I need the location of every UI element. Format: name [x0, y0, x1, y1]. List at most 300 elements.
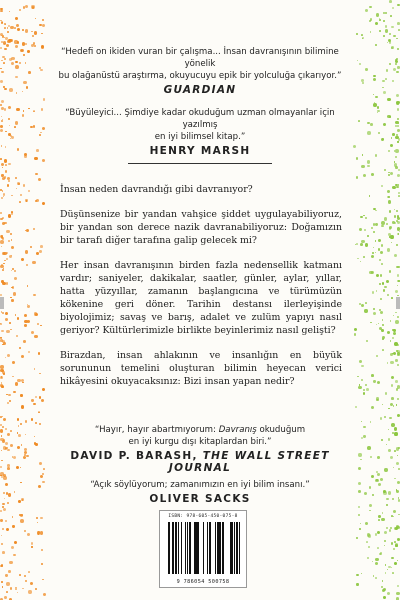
decorative-dot [379, 259, 381, 261]
decorative-dot [1, 60, 3, 62]
decorative-dot [392, 337, 394, 339]
decorative-dot [386, 444, 387, 445]
quote-text: “Açık söylüyorum; zamanımızın en iyi bilim insanı.” [90, 480, 310, 490]
decorative-dot [19, 347, 21, 349]
decorative-dot [385, 392, 387, 394]
decorative-dot [0, 158, 2, 160]
decorative-dot [376, 324, 377, 325]
decorative-dot [23, 340, 26, 343]
decorative-dot [5, 131, 6, 132]
decorative-dot [377, 531, 380, 534]
decorative-dot [390, 320, 392, 322]
decorative-dot [11, 270, 12, 271]
decorative-dot [13, 456, 16, 459]
decorative-dot [381, 244, 383, 246]
decorative-dot [390, 15, 392, 17]
decorative-dot [0, 510, 2, 512]
decorative-dot [32, 35, 34, 37]
decorative-dot [8, 133, 11, 136]
decorative-dot [381, 263, 383, 265]
decorative-dot [354, 328, 357, 331]
decorative-dot [35, 173, 38, 176]
decorative-dot [1, 450, 2, 451]
decorative-dot [11, 287, 13, 289]
decorative-dot [390, 144, 393, 147]
decorative-dot [5, 574, 7, 576]
decorative-dot [28, 108, 29, 109]
decorative-dot [31, 418, 34, 421]
decorative-dot [365, 243, 368, 246]
decorative-dot [397, 221, 400, 224]
blurb-paragraph-1: İnsan neden davrandığı gibi davranıyor? [60, 184, 253, 195]
review-quote-henry-marsh [56, 107, 344, 157]
decorative-dot [365, 302, 367, 304]
decorative-dot [15, 61, 17, 63]
decorative-dot [397, 215, 400, 218]
decorative-dot [370, 421, 372, 423]
decorative-dot [397, 129, 400, 132]
decorative-dot [396, 489, 397, 490]
decorative-dot [7, 464, 10, 467]
decorative-dot [381, 221, 385, 225]
decorative-dot [391, 376, 394, 379]
decorative-dot [398, 468, 400, 470]
decorative-dot [12, 516, 14, 518]
decorative-dot [361, 573, 363, 575]
decorative-dot [393, 467, 395, 469]
decorative-dot [375, 533, 377, 535]
decorative-dot [397, 66, 399, 68]
decorative-dot [391, 567, 392, 568]
decorative-dot [14, 541, 17, 544]
decorative-dot [376, 355, 378, 357]
decorative-dot [28, 190, 30, 192]
decorative-dot [21, 355, 24, 358]
decorative-dot [398, 233, 399, 234]
decorative-dot [368, 534, 371, 537]
decorative-dot [375, 96, 377, 98]
decorative-dot [389, 210, 392, 213]
decorative-dot [41, 33, 42, 34]
decorative-dot [397, 108, 400, 111]
decorative-dot [0, 80, 3, 83]
decorative-dot [397, 344, 399, 346]
decorative-dot [1, 116, 2, 117]
decorative-dot [392, 498, 395, 501]
decorative-dot [373, 78, 376, 81]
decorative-dot [1, 145, 2, 146]
decorative-dot [17, 28, 20, 31]
decorative-dot [385, 564, 387, 566]
decorative-dot [0, 466, 2, 468]
decorative-dot [20, 482, 21, 483]
decorative-dot [19, 62, 21, 64]
decorative-dot [41, 46, 44, 49]
decorative-dot [387, 294, 389, 296]
decorative-dot [24, 530, 26, 532]
decorative-dot [23, 184, 25, 186]
decorative-dot [363, 256, 365, 258]
decorative-dot [1, 581, 3, 583]
decorative-dot [20, 194, 22, 196]
decorative-dot [8, 570, 11, 573]
decorative-dot [398, 184, 400, 186]
decorative-dot [396, 94, 399, 97]
decorative-dot [1, 163, 4, 166]
decorative-dot [7, 354, 10, 357]
decorative-dot [390, 172, 393, 175]
decorative-dot [397, 125, 399, 127]
decorative-dot [11, 62, 15, 66]
decorative-dot [34, 45, 36, 47]
decorative-dot [391, 557, 393, 559]
decorative-dot [32, 261, 35, 264]
decorative-dot [13, 292, 16, 295]
decorative-dot [397, 118, 399, 120]
decorative-dot [3, 263, 4, 264]
decorative-dot [26, 86, 29, 89]
decorative-dot [384, 286, 387, 289]
decorative-dot [366, 340, 369, 343]
decorative-dot [27, 533, 30, 536]
decorative-dot [370, 123, 373, 126]
decorative-dot [1, 435, 3, 437]
decorative-dot [386, 527, 388, 529]
decorative-dot [386, 498, 388, 500]
decorative-dot [391, 242, 392, 243]
decorative-dot [357, 258, 358, 259]
decorative-dot [3, 86, 4, 87]
decorative-dot [384, 545, 386, 547]
decorative-dot [388, 429, 389, 430]
decorative-dot [372, 561, 374, 563]
decorative-dot [40, 475, 43, 478]
decorative-dot [42, 579, 44, 581]
decorative-dot [5, 442, 8, 445]
decorative-dot [28, 351, 30, 353]
decorative-dot [13, 391, 16, 394]
decorative-dot [27, 50, 30, 53]
decorative-dot [395, 359, 398, 362]
decorative-dot [1, 564, 4, 567]
decorative-dot [42, 202, 45, 205]
decorative-dot [21, 405, 24, 408]
decorative-dot [7, 402, 9, 404]
decorative-dot [375, 223, 377, 225]
decorative-dot [360, 523, 361, 524]
decorative-dot [2, 426, 4, 428]
decorative-dot [24, 575, 26, 577]
decorative-dot [15, 17, 18, 20]
decorative-dot [8, 214, 11, 217]
decorative-dot [9, 11, 10, 12]
decorative-dot [16, 188, 17, 189]
decorative-dot [2, 416, 3, 417]
decorative-dot [1, 386, 4, 389]
decorative-dot [1, 543, 3, 545]
decorative-dot [10, 297, 12, 299]
decorative-dot [384, 169, 386, 171]
decorative-dot [5, 357, 6, 358]
decorative-dot [15, 314, 17, 316]
decorative-dot [395, 380, 398, 383]
decorative-dot [396, 186, 399, 189]
decorative-dot [5, 483, 8, 486]
decorative-dot [397, 174, 400, 177]
barcode-bar [239, 522, 241, 574]
decorative-dot [4, 48, 6, 50]
decorative-dot [395, 121, 398, 124]
decorative-dot [397, 538, 400, 541]
decorative-dot [376, 471, 378, 473]
barcode-bar [222, 522, 224, 574]
decorative-dot [384, 468, 387, 471]
decorative-dot [19, 201, 21, 203]
decorative-dot [356, 583, 358, 585]
decorative-dot [40, 132, 41, 133]
decorative-dot [24, 448, 27, 451]
decorative-dot [365, 522, 368, 525]
decorative-dot [395, 290, 398, 293]
decorative-dot [385, 12, 387, 14]
decorative-dot [0, 429, 3, 432]
decorative-dot [382, 580, 384, 582]
decorative-dot [5, 312, 8, 315]
decorative-dot [11, 195, 13, 197]
decorative-dot [14, 277, 17, 280]
decorative-dot [22, 114, 25, 117]
decorative-dot [382, 349, 384, 351]
decorative-dot [375, 562, 378, 565]
decorative-dot [391, 26, 393, 28]
decorative-dot [395, 63, 397, 65]
decorative-dot [382, 319, 384, 321]
decorative-dot [392, 572, 394, 574]
decorative-dot [384, 416, 386, 418]
decorative-dot [390, 235, 393, 238]
decorative-dot [41, 549, 43, 551]
decorative-dot [4, 222, 7, 225]
decorative-dot [8, 240, 10, 242]
decorative-dot [383, 588, 386, 591]
decorative-dot [365, 9, 368, 12]
decorative-dot [387, 362, 389, 364]
decorative-dot [378, 239, 381, 242]
decorative-dot [388, 408, 390, 410]
decorative-dot [33, 125, 35, 127]
decorative-dot [24, 314, 27, 317]
decorative-dot [360, 243, 363, 246]
decorative-dot [383, 91, 386, 94]
decorative-dot [371, 475, 374, 478]
decorative-dot [397, 385, 400, 388]
decorative-dot [33, 110, 36, 113]
decorative-dot [10, 444, 13, 447]
decorative-dot [392, 186, 395, 189]
decorative-dot [392, 7, 395, 10]
decorative-dot [35, 18, 37, 20]
decorative-dot [36, 252, 39, 255]
decorative-dot [397, 274, 399, 276]
decorative-dot [6, 394, 8, 396]
decorative-dot [8, 180, 10, 182]
decorative-dot [377, 106, 379, 108]
decorative-dot [388, 491, 392, 495]
decorative-dot [389, 529, 392, 532]
decorative-dot [6, 44, 9, 47]
decorative-dot [6, 528, 9, 531]
decorative-dot [397, 22, 400, 25]
decorative-dot [35, 422, 37, 424]
decorative-dot [363, 389, 365, 391]
decorative-dot [365, 384, 367, 386]
decorative-dot [20, 394, 23, 397]
decorative-dot [380, 298, 382, 300]
barcode-bar [189, 522, 191, 574]
decorative-dot [397, 295, 399, 297]
decorative-dot [1, 460, 2, 461]
decorative-dot [20, 49, 23, 52]
decorative-dot [5, 428, 7, 430]
decorative-dot [372, 291, 375, 294]
barcode-bar [178, 522, 179, 574]
decorative-dot [1, 535, 3, 537]
decorative-dot [358, 467, 362, 471]
decorative-dot [390, 456, 393, 459]
decorative-dot [33, 403, 35, 405]
decorative-dot [4, 596, 7, 599]
decorative-dot [395, 320, 399, 324]
decorative-dot [35, 200, 36, 201]
decorative-dot [367, 131, 371, 135]
decorative-dot [378, 132, 380, 134]
decorative-dot [17, 446, 20, 449]
decorative-dot [3, 476, 7, 480]
decorative-dot [16, 335, 18, 337]
decorative-dot [15, 65, 19, 69]
decorative-dot [35, 588, 37, 590]
decorative-dot [7, 40, 10, 43]
decorative-dot [0, 129, 3, 132]
decorative-dot [9, 400, 12, 403]
decorative-dot [393, 548, 395, 550]
decorative-dot [34, 436, 35, 437]
decorative-dot [388, 174, 391, 177]
decorative-dot [16, 108, 19, 111]
decorative-dot [391, 297, 393, 299]
decorative-dot [383, 289, 386, 292]
decorative-dot [10, 26, 14, 30]
decorative-dot [1, 120, 3, 122]
decorative-dot [356, 176, 358, 178]
decorative-dot [380, 311, 383, 314]
decorative-dot [388, 196, 389, 197]
decorative-dot [5, 170, 7, 172]
decorative-dot [8, 493, 12, 497]
decorative-dot [36, 517, 38, 519]
decorative-dot [6, 258, 8, 260]
decorative-dot [37, 323, 39, 325]
decorative-dot [1, 174, 3, 176]
decorative-dot [25, 420, 27, 422]
quote-text: “Hayır, hayır abartmıyorum: Davranış okuduğum en iyi kurgu dışı kitaplardan biri.” [94, 425, 306, 447]
decorative-dot [3, 62, 5, 64]
decorative-dot [6, 282, 8, 284]
decorative-dots-right [356, 0, 400, 600]
decorative-dot [31, 5, 34, 8]
decorative-dot [1, 246, 2, 247]
decorative-dot [377, 456, 380, 459]
decorative-dot [35, 396, 37, 398]
decorative-dot [19, 9, 22, 12]
review-quote-barash [56, 424, 344, 474]
decorative-dot [1, 280, 4, 283]
decorative-dot [379, 30, 381, 32]
decorative-dot [356, 33, 358, 35]
decorative-dot [0, 376, 3, 379]
decorative-dot [27, 305, 29, 307]
decorative-dot [26, 264, 28, 266]
decorative-dot [387, 331, 390, 334]
decorative-dot [38, 352, 41, 355]
decorative-dot [387, 98, 390, 101]
decorative-dot [42, 127, 45, 130]
decorative-dot [41, 563, 43, 565]
decorative-dot [9, 88, 13, 92]
decorative-dot [43, 593, 46, 596]
decorative-dot [3, 492, 5, 494]
decorative-dot [369, 195, 371, 197]
quote-author: HENRY MARSH [149, 145, 251, 157]
decorative-dot [393, 315, 394, 316]
decorative-dot [1, 107, 4, 110]
decorative-dot [39, 462, 42, 465]
decorative-dot [38, 411, 40, 413]
decorative-dot [388, 172, 389, 173]
decorative-dot [397, 414, 400, 417]
decorative-dot [2, 528, 4, 530]
decorative-dot [380, 274, 383, 277]
barcode-bar [169, 522, 170, 574]
decorative-dot [360, 216, 362, 218]
decorative-dot [3, 418, 6, 421]
decorative-dot [392, 133, 395, 136]
decorative-dot [19, 574, 21, 576]
decorative-dot [1, 71, 3, 73]
decorative-dot [359, 360, 362, 363]
decorative-dot [394, 209, 395, 210]
decorative-dot [390, 361, 394, 365]
decorative-dot [377, 547, 379, 549]
decorative-dot [24, 454, 26, 456]
decorative-dot [0, 47, 2, 49]
decorative-dot [373, 223, 375, 225]
decorative-dot [14, 491, 16, 493]
decorative-dot [4, 498, 5, 499]
decorative-dots-left [0, 0, 44, 600]
decorative-dot [362, 154, 364, 156]
decorative-dot [25, 580, 27, 582]
decorative-dot [0, 240, 4, 244]
decorative-dot [26, 455, 28, 457]
decorative-dot [9, 58, 12, 61]
decorative-dot [366, 541, 368, 543]
decorative-dot [387, 190, 390, 193]
decorative-dot [375, 252, 376, 253]
decorative-dot [396, 71, 399, 74]
decorative-dot [358, 482, 361, 485]
decorative-dot [358, 386, 362, 390]
